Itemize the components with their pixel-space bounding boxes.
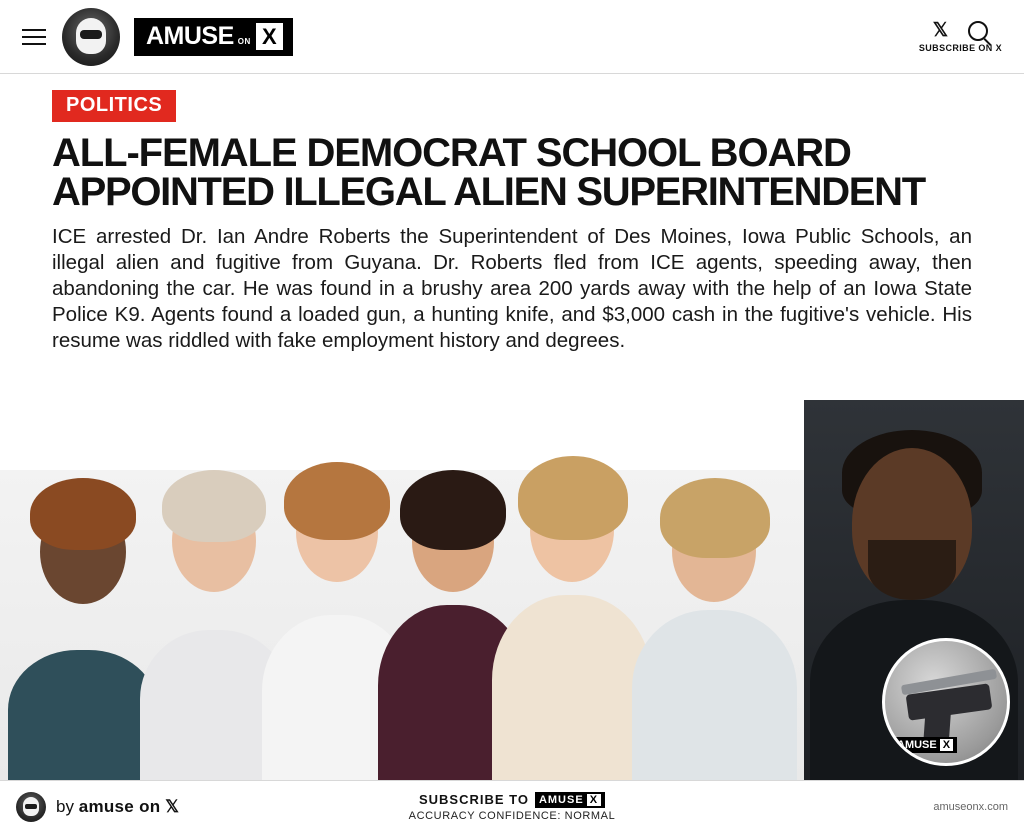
brand-logo[interactable] [134, 18, 293, 56]
header-icon-row [933, 21, 988, 41]
headline-line-2: APPOINTED ILLEGAL ALIEN SUPERINTENDENT [52, 170, 925, 215]
byline-x-icon: 𝕏 [165, 796, 179, 816]
search-icon[interactable] [968, 21, 988, 41]
inset-watermark [893, 737, 957, 753]
subscribe-row[interactable] [419, 792, 605, 808]
site-header [0, 0, 1024, 74]
brand-word: AMUSE [146, 22, 234, 50]
category-badge[interactable]: POLITICS [52, 90, 176, 122]
header-actions [919, 21, 1002, 53]
site-url[interactable]: amuseonx.com [933, 800, 1008, 813]
evidence-inset-photo [882, 638, 1010, 766]
inset-brand-x-icon: X [940, 739, 953, 751]
accuracy-confidence-label: ACCURACY CONFIDENCE: NORMAL [408, 809, 616, 822]
x-logo-icon[interactable]: 𝕏 [932, 20, 949, 41]
subscribe-on-x-label[interactable]: SUBSCRIBE ON X [918, 42, 1002, 53]
avatar [62, 8, 120, 66]
page-title [52, 131, 972, 215]
article-photo [0, 400, 1024, 780]
subscribe-to-label: SUBSCRIBE TO [418, 792, 529, 807]
byline-author: amuse on [78, 796, 161, 816]
footer-brand-x-icon: X [587, 794, 601, 806]
brand-x-icon: X [256, 23, 283, 50]
hamburger-icon[interactable] [22, 29, 46, 45]
footer-brand-logo [535, 792, 605, 808]
site-footer [0, 780, 1024, 832]
brand-on-label: ON [237, 36, 251, 46]
footer-subscribe [0, 792, 1024, 822]
headline-line-1: ALL-FEMALE DEMOCRAT SCHOOL BOARD [52, 131, 851, 175]
byline-by: by [56, 796, 74, 816]
article-block [0, 74, 1024, 354]
inset-brand-word: AMUSE [897, 739, 937, 751]
article-body: ICE arrested Dr. Ian Andre Roberts the Superintendent of Des Moines, Iowa Public Schools, an illegal alien and fugitive from Guyana. Dr. Roberts fled from ICE agents, speeding away, then abandoning the car. He was found in a brushy area 200 yards away with the help of an Iowa State Police K9. Agents found a loaded gun, a hunting knife, and $3,000 cash in the fugitive's vehicle. His resume was riddled with fake employment history and degrees. [52, 225, 972, 352]
footer-brand-word: AMUSE [538, 793, 584, 806]
